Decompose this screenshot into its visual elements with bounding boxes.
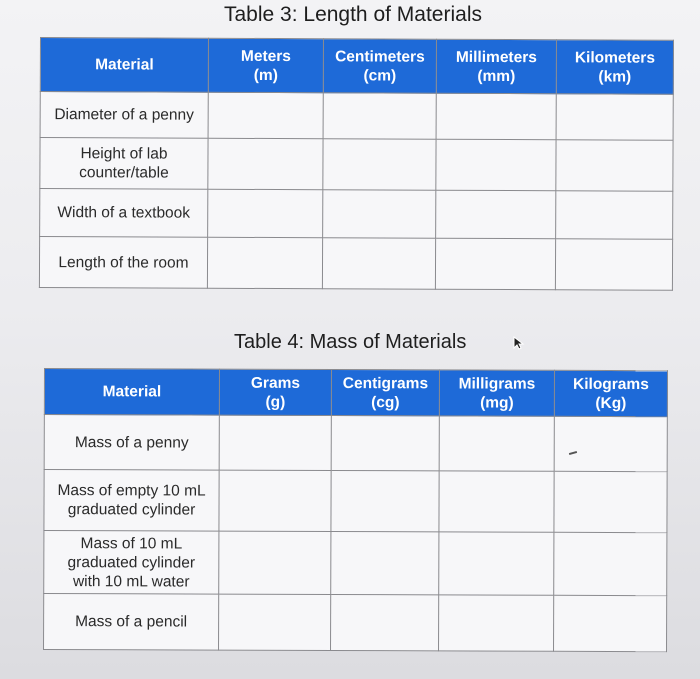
row-label: Mass of a penny [44, 415, 219, 471]
table-row [40, 138, 673, 192]
blank-cell[interactable] [331, 471, 439, 532]
blank-cell[interactable] [208, 138, 323, 190]
row-label: Mass of 10 mL graduated cylinder with 10 mL water [44, 531, 219, 595]
table3-title: Table 3: Length of Materials [224, 3, 482, 26]
mouse-cursor-icon [512, 335, 526, 351]
header-meters: Meters (m) [208, 38, 323, 93]
blank-cell[interactable] [439, 416, 554, 471]
header-centigrams: Centigrams (cg) [331, 370, 439, 416]
header-grams: Grams (g) [219, 369, 331, 415]
table4-title: Table 4: Mass of Materials [234, 331, 467, 353]
blank-cell[interactable] [323, 93, 436, 139]
blank-cell[interactable] [331, 532, 439, 595]
table-row [44, 594, 667, 652]
mass-table [43, 368, 668, 652]
table-row [44, 470, 667, 533]
row-label: Mass of empty 10 mL graduated cylinder [44, 470, 219, 532]
table-header-row [44, 369, 667, 417]
row-label: Length of the room [39, 237, 207, 289]
blank-cell[interactable] [208, 92, 323, 139]
blank-cell[interactable] [556, 140, 673, 192]
blank-cell[interactable] [207, 237, 322, 289]
blank-cell[interactable] [436, 190, 556, 239]
row-label: Height of lab counter/table [40, 138, 208, 190]
blank-cell[interactable] [439, 532, 554, 595]
blank-cell[interactable] [331, 595, 439, 651]
row-label: Mass of a pencil [44, 594, 219, 651]
blank-cell[interactable] [439, 471, 554, 532]
table-header-row [40, 38, 673, 95]
blank-cell[interactable] [436, 93, 556, 140]
header-kilometers: Kilometers (km) [556, 40, 673, 95]
blank-cell[interactable] [219, 594, 331, 650]
blank-cell[interactable] [219, 531, 331, 594]
blank-cell[interactable] [554, 595, 667, 651]
table-row [40, 189, 673, 240]
blank-cell[interactable] [554, 471, 667, 532]
blank-cell[interactable] [439, 595, 554, 651]
blank-cell[interactable] [554, 532, 667, 595]
row-label: Diameter of a penny [40, 92, 208, 139]
blank-cell[interactable] [555, 239, 672, 291]
blank-cell[interactable] [208, 189, 323, 238]
blank-cell[interactable] [323, 139, 436, 190]
header-material: Material [40, 38, 208, 93]
blank-cell[interactable] [331, 416, 439, 471]
header-millimeters: Millimeters (mm) [436, 39, 556, 94]
table-row [39, 237, 672, 291]
blank-cell[interactable] [436, 139, 556, 191]
header-kilograms: Kilograms (Kg) [554, 370, 667, 416]
blank-cell[interactable] [554, 416, 667, 471]
blank-cell[interactable] [323, 190, 436, 238]
header-material: Material [44, 369, 219, 416]
blank-cell[interactable] [435, 238, 555, 290]
blank-cell[interactable] [322, 238, 435, 289]
length-table [39, 37, 674, 291]
header-centimeters: Centimeters (cm) [323, 39, 436, 93]
table-row [44, 415, 667, 472]
blank-cell[interactable] [556, 94, 673, 141]
row-label: Width of a textbook [40, 189, 208, 238]
header-milligrams: Milligrams (mg) [439, 370, 554, 416]
blank-cell[interactable] [219, 470, 331, 531]
table-row [44, 531, 667, 596]
blank-cell[interactable] [556, 191, 673, 240]
table-row [40, 92, 673, 141]
blank-cell[interactable] [219, 415, 331, 470]
